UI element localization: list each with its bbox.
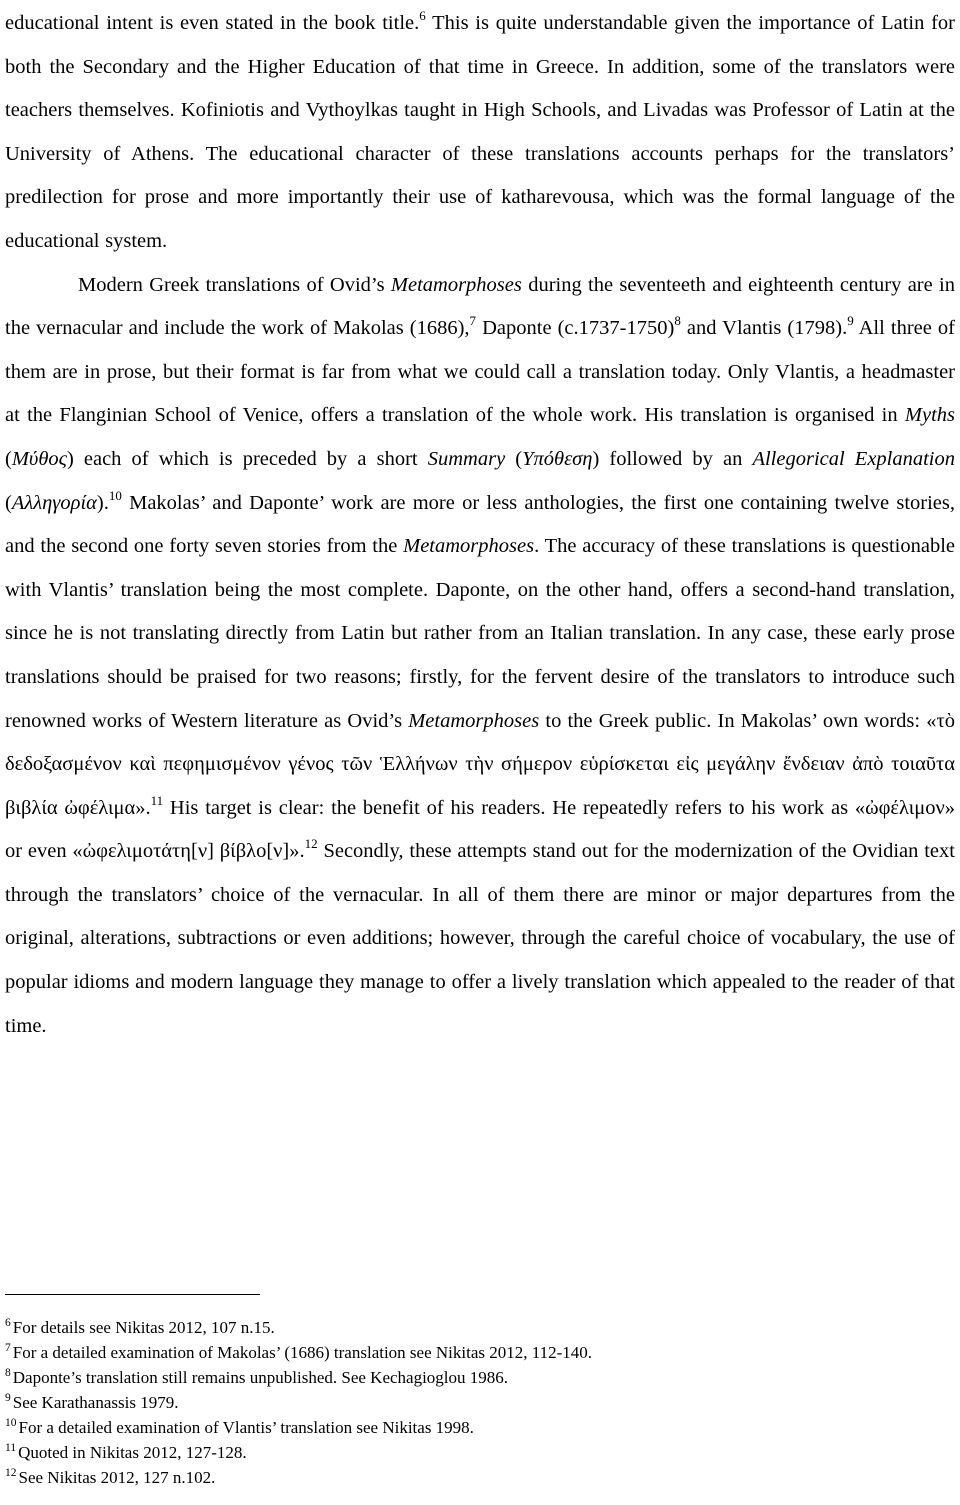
footnote-9: $^9$ See Karathanassis 1979. (5, 1392, 179, 1412)
footnote-11: $^{11}$ Quoted in Nikitas 2012, 127-128. (5, 1442, 247, 1462)
footnote-8: $^8$ Daponte’s translation still remains unpublished. See Kechagioglou 1986. (5, 1367, 509, 1387)
footnote-ref-9[interactable]: 9 (847, 313, 854, 329)
footnote-12: $^{12}$ See Nikitas 2012, 127 n.102. (5, 1467, 216, 1487)
footnote-divider (5, 1294, 260, 1295)
footnote-ref-7[interactable]: 7 (469, 313, 477, 329)
body-text (5, 0, 955, 1048)
footnote-ref-12[interactable]: 12 (304, 836, 318, 852)
footnote-ref-10[interactable]: 10 (108, 487, 122, 503)
footnote-ref-6[interactable]: 6 (419, 8, 426, 23)
paragraph-1: educational intent is even stated in the book title.$^6$ This is quite understandable given the importance of Latin for both the Secondary and the Higher Education of that time in Greece. In addition, some of the translators were teachers themselves. Kofiniotis and Vythoylkas taught in High Schools, and Livadas was Professor of Latin at the University of Athens. The educational character of these translations accounts perhaps for the translators’ predilection for prose and more importantly their use of katharevousa, which was the formal language of the educational system. (5, 8, 955, 252)
footnote-ref-11[interactable]: 11 (150, 792, 164, 808)
footnote-6: $^6$ For details see Nikitas 2012, 107 n.15. (5, 1317, 275, 1337)
footnote-10: $^{10}$ For a detailed examination of Vlantis’ translation see Nikitas 1998. (5, 1417, 474, 1437)
paragraph-2: Modern Greek translations of Ovid’s Metamorphoses during the seventeeth and eighteenth century are in the vernacular and include the work of Makolas (1686),$^7$ Daponte $(c.1737-1750)^8$ and Vlantis (1798).$^9$ All three of them are in prose, but their format is far from what we could call a translation today. Only Vlantis, a headmaster at the Flanginian School of Venice, offers a translation of the whole work. His translation is organised in Myths (Μύθος) each of which is preceded by a short Summary (Υπόθεση) followed by an Allegorical Explanation (Αλληγορία).$^{10}$ Makolas’ and Daponte’ work are more or less anthologies, the first one containing twelve stories, and the second one forty seven stories from the Metamorphoses. The accuracy of these translations is questionable with Vlantis’ translation being the most complete. Daponte, on the other hand, offers a second-hand translation, since he is not translating directly from Latin but rather from an Italian translation. In any case, these early prose translations should be praised for two reasons; firstly, for the fervent desire of the translators to introduce such renowned works of Western literature as Ovid’s Metamorphoses to the Greek public. In Makolas’ own words: «τὸ δεδοξασμένον καὶ πεφημισμένον γένος τῶν Ἑλλήνων τὴν σήμερον εὑρίσκεται εἰς μεγάλην ἔνδειαν ἀπὸ τοιαῦτα βιβλία ὠφέλιμα».$^{11}$ His target is clear: the benefit of his readers. He repeatedly refers to his work as «ὠφέλιμον» or even «ὠφελιμοτάτη[ν] βίβλο[ν]».$^{12}$ Secondly, these attempts stand out for the modernization of the Ovidian text through the translators’ choice of the vernacular. In all of them there are minor or major departures from the original, alterations, subtractions or even additions; however, through the careful choice of vocabulary, the use of popular idioms and modern language they manage to offer a lively translation which appealed to the reader of that time. (5, 273, 956, 1037)
footnote-ref-8[interactable]: 8 (674, 313, 681, 329)
footnotes-section (5, 1294, 955, 1490)
footnote-7: $^7$ For a detailed examination of Makolas’ (1686) translation see Nikitas 2012, 112-140. (5, 1342, 593, 1362)
